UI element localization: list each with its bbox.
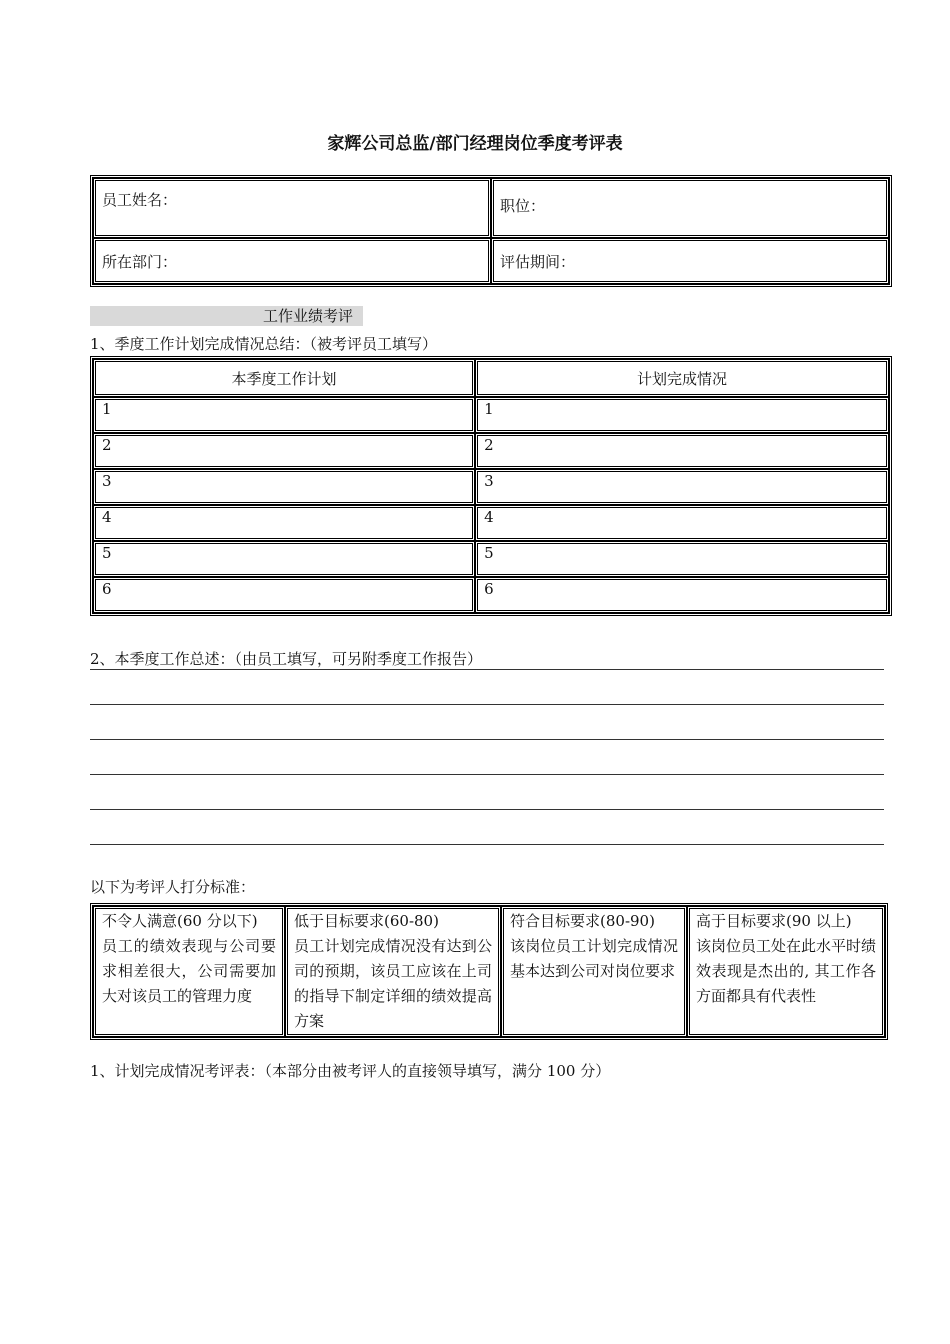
standard-head: 符合目标要求(80-90) — [510, 912, 655, 930]
completion-cell[interactable]: 1 — [475, 397, 889, 433]
completion-cell[interactable]: 2 — [475, 433, 889, 469]
standard-body: 该岗位员工计划完成情况基本达到公司对岗位要求 — [510, 937, 678, 980]
table-row — [93, 469, 889, 505]
question-3-text: 1、计划完成情况考评表：（本部分由被考评人的直接领导填写，满分 100 分） — [90, 1062, 611, 1080]
table-row — [93, 505, 889, 541]
employee-name-label: 员工姓名： — [102, 191, 178, 209]
standard-body: 该岗位员工处在此水平时绩效表现是杰出的, 其工作各方面都具有代表性 — [696, 937, 877, 1005]
completion-cell[interactable]: 4 — [475, 505, 889, 541]
writing-line[interactable] — [90, 669, 884, 670]
writing-line[interactable] — [90, 739, 884, 740]
completion-cell[interactable]: 5 — [475, 541, 889, 577]
position-label: 职位： — [500, 197, 546, 215]
page-title: 家辉公司总监/部门经理岗位季度考评表 — [327, 134, 623, 154]
standard-head: 低于目标要求(60-80) — [294, 912, 439, 930]
question-2-text: 2、本季度工作总述：（由员工填写，可另附季度工作报告） — [90, 650, 483, 668]
plan-cell[interactable]: 6 — [93, 577, 475, 613]
department-label: 所在部门： — [102, 252, 178, 271]
completion-cell[interactable]: 3 — [475, 469, 889, 505]
position-field[interactable] — [491, 178, 889, 238]
section-heading: 工作业绩考评 — [263, 307, 354, 325]
employee-name-field[interactable] — [93, 178, 491, 238]
table-row — [93, 397, 889, 433]
writing-line[interactable] — [90, 774, 884, 775]
completion-cell[interactable]: 6 — [475, 577, 889, 613]
plan-cell[interactable]: 4 — [93, 505, 475, 541]
plan-cell[interactable]: 3 — [93, 469, 475, 505]
standard-meets-target — [501, 906, 687, 1037]
table-row — [93, 577, 889, 613]
employee-info-table — [90, 175, 892, 287]
standard-head: 不令人满意(60 分以下) — [102, 912, 258, 930]
period-field[interactable] — [491, 238, 889, 284]
plan-cell[interactable]: 2 — [93, 433, 475, 469]
question-1-text: 1、季度工作计划完成情况总结：（被考评员工填写） — [90, 335, 438, 353]
table-row — [93, 433, 889, 469]
scoring-standards-table — [90, 903, 888, 1040]
writing-line[interactable] — [90, 844, 884, 845]
standard-body: 员工计划完成情况没有达到公司的预期，该员工应该在上司的指导下制定详细的绩效提高方案 — [294, 937, 492, 1030]
plan-header: 本季度工作计划 — [93, 359, 475, 397]
completion-header: 计划完成情况 — [475, 359, 889, 397]
quarter-plan-table — [90, 356, 892, 616]
plan-cell[interactable]: 1 — [93, 397, 475, 433]
standard-head: 高于目标要求(90 以上) — [696, 912, 852, 930]
department-field[interactable] — [93, 238, 491, 284]
standards-label: 以下为考评人打分标准： — [90, 878, 256, 896]
table-row — [93, 541, 889, 577]
writing-line[interactable] — [90, 704, 884, 705]
standard-body: 员工的绩效表现与公司要求相差很大，公司需要加大对该员工的管理力度 — [102, 937, 276, 1005]
standard-below-target — [285, 906, 501, 1037]
plan-cell[interactable]: 5 — [93, 541, 475, 577]
period-label: 评估期间： — [500, 252, 576, 271]
writing-line[interactable] — [90, 809, 884, 810]
standard-unsatisfactory — [93, 906, 285, 1037]
standard-above-target — [687, 906, 885, 1037]
